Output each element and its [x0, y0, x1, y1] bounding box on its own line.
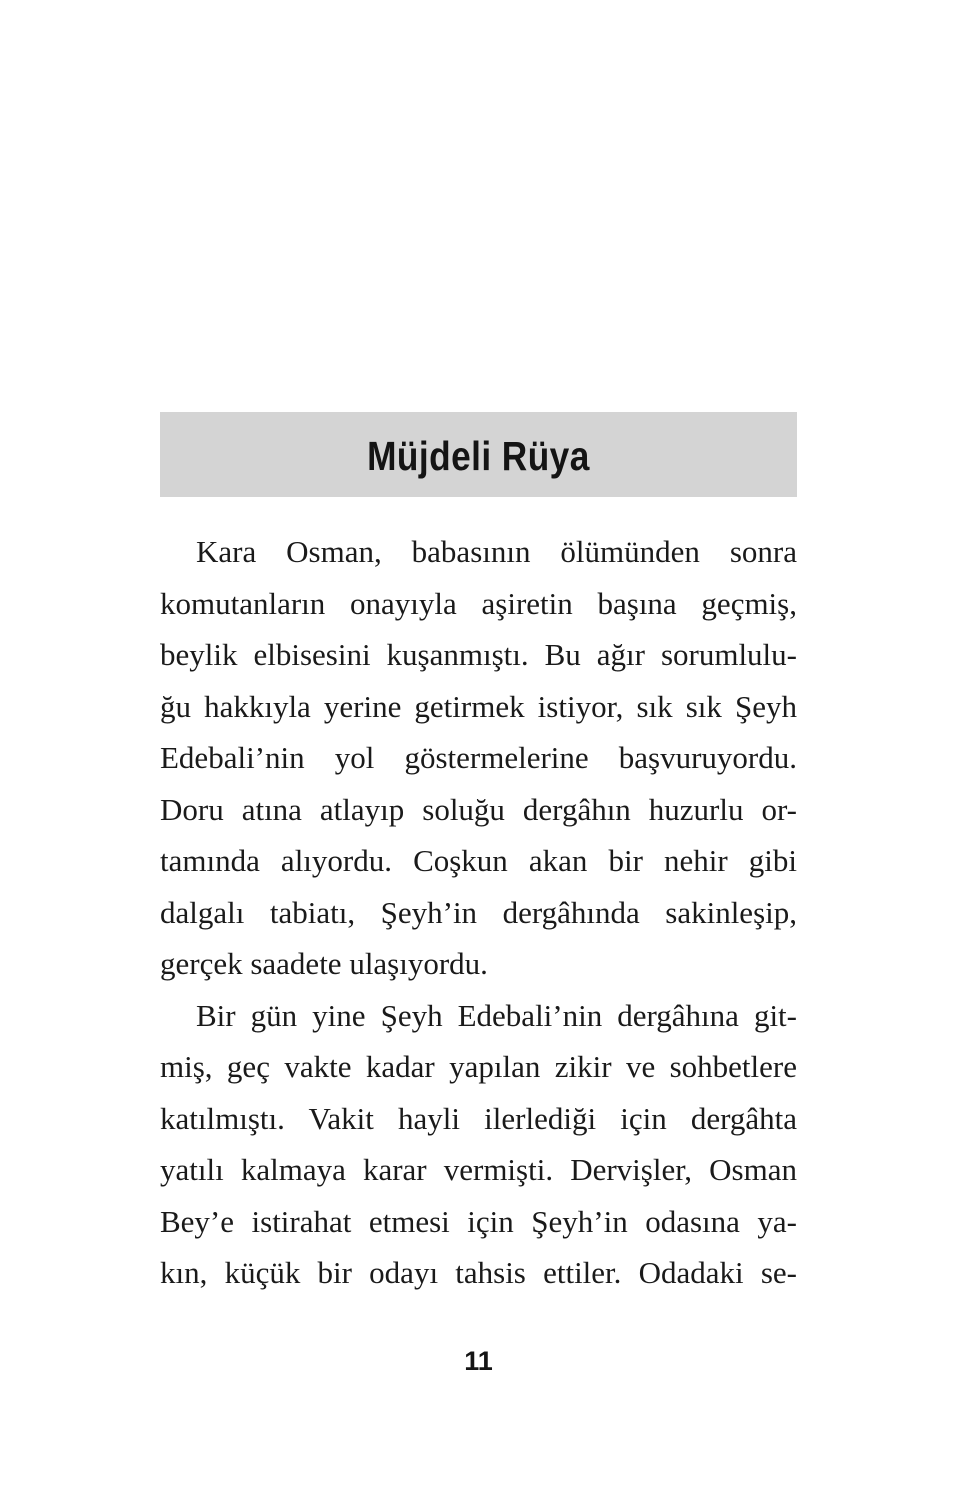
- chapter-title-band: [160, 412, 797, 497]
- text-line: gerçek saadete ulaşıyordu.: [160, 946, 488, 981]
- text-line: katılmıştı. Vakit hayli ilerlediği için dergâhta: [160, 1100, 797, 1136]
- text-line: Edebali’nin yol göstermelerine başvuruyordu.: [160, 740, 797, 775]
- text-line: ğu hakkıyla yerine getirmek istiyor, sık sık Şeyh: [160, 688, 797, 724]
- text-line: yatılı kalmaya karar vermişti. Dervişler, Osman: [160, 1152, 797, 1187]
- text-line: beylik elbisesini kuşanmıştı. Bu ağır sorumlulu-: [160, 637, 797, 672]
- chapter-title: Müjdeli Rüya: [367, 433, 590, 479]
- text-line: Bey’e istirahat etmesi için Şeyh’in odasına ya-: [160, 1203, 797, 1239]
- body-text: [160, 526, 797, 1299]
- text-line: miş, geç vakte kadar yapılan zikir ve sohbetlere: [160, 1049, 797, 1084]
- page-number: 11: [464, 1346, 493, 1376]
- text-line: Kara Osman, babasının ölümünden sonra: [196, 534, 797, 569]
- text-line: Doru atına atlayıp soluğu dergâhın huzurlu or-: [160, 791, 797, 827]
- text-line: dalgalı tabiatı, Şeyh’in dergâhında sakinleşip,: [160, 894, 797, 930]
- text-line: tamında alıyordu. Coşkun akan bir nehir gibi: [160, 843, 797, 878]
- text-line: komutanların onayıyla aşiretin başına geçmiş,: [160, 585, 797, 621]
- text-line: Bir gün yine Şeyh Edebali’nin dergâhına git-: [196, 997, 797, 1033]
- text-line: kın, küçük bir odayı tahsis ettiler. Odadaki se-: [160, 1255, 797, 1290]
